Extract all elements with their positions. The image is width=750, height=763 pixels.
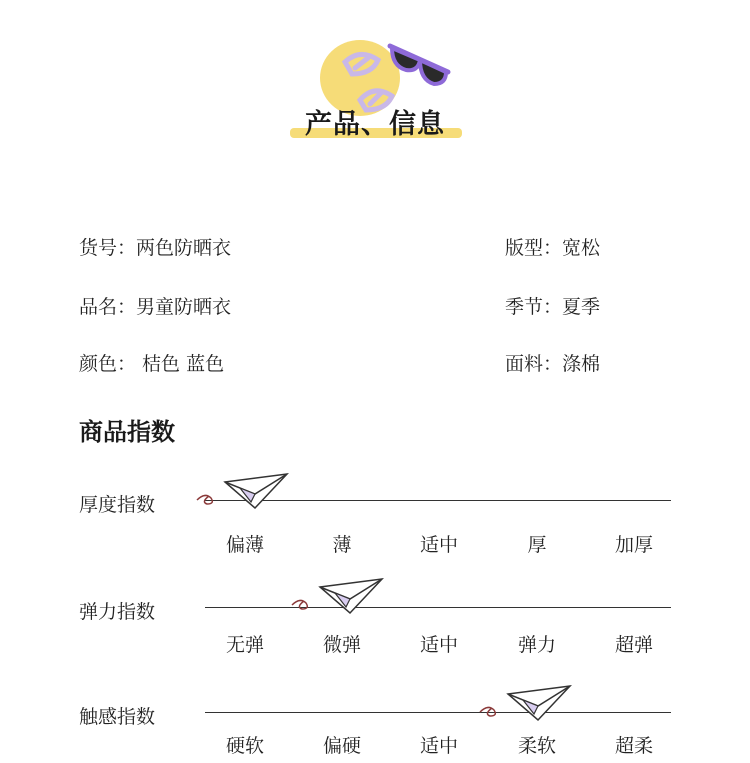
scale-option: 适中 xyxy=(419,534,458,556)
info-item-season xyxy=(505,292,600,319)
header-banner xyxy=(0,0,750,150)
scale-line-elasticity xyxy=(205,607,671,608)
scale-option: 弹力 xyxy=(517,634,556,656)
scale-option: 硬软 xyxy=(225,735,264,757)
info-value: 宽松 xyxy=(562,237,601,259)
info-label: 面料： xyxy=(505,353,563,375)
scale-option: 超柔 xyxy=(614,735,653,757)
scale-option: 无弹 xyxy=(225,634,264,656)
page-title: 产品、信息 xyxy=(305,109,445,140)
scale-option: 超弹 xyxy=(614,634,653,656)
scale-option: 适中 xyxy=(419,735,458,757)
scale-option: 加厚 xyxy=(614,534,653,556)
info-label: 货号： xyxy=(79,237,137,259)
scale-option: 适中 xyxy=(419,634,458,656)
index-label-elasticity: 弹力指数 xyxy=(79,601,156,623)
scale-option: 偏薄 xyxy=(225,534,264,556)
info-item-color xyxy=(79,349,224,376)
info-item-sku xyxy=(79,233,231,260)
scale-line-touch xyxy=(205,712,671,713)
info-value: 夏季 xyxy=(562,296,601,318)
scale-option: 微弹 xyxy=(322,634,361,656)
paper-plane-marker-icon xyxy=(478,682,573,727)
info-item-fabric xyxy=(505,349,600,376)
info-label: 版型： xyxy=(505,237,563,259)
info-label: 季节： xyxy=(505,296,563,318)
info-label: 颜色： xyxy=(79,353,143,375)
info-value: 男童防晒衣 xyxy=(136,296,232,318)
index-label-touch: 触感指数 xyxy=(79,706,156,728)
scale-option: 柔软 xyxy=(517,735,556,757)
info-value: 两色防晒衣 xyxy=(136,237,232,259)
paper-plane-marker-icon xyxy=(290,575,385,620)
info-value: 涤棉 xyxy=(562,353,601,375)
info-label: 品名： xyxy=(79,296,137,318)
index-label-thickness: 厚度指数 xyxy=(79,494,156,516)
scale-option: 薄 xyxy=(332,534,352,556)
info-value: 桔色 蓝色 xyxy=(142,353,225,375)
scale-option: 偏硬 xyxy=(322,735,361,757)
info-item-product-name xyxy=(79,292,231,319)
paper-plane-marker-icon xyxy=(195,470,290,515)
section-title-indices: 商品指数 xyxy=(79,418,175,446)
scale-option: 厚 xyxy=(527,534,547,556)
info-item-fit xyxy=(505,233,600,260)
